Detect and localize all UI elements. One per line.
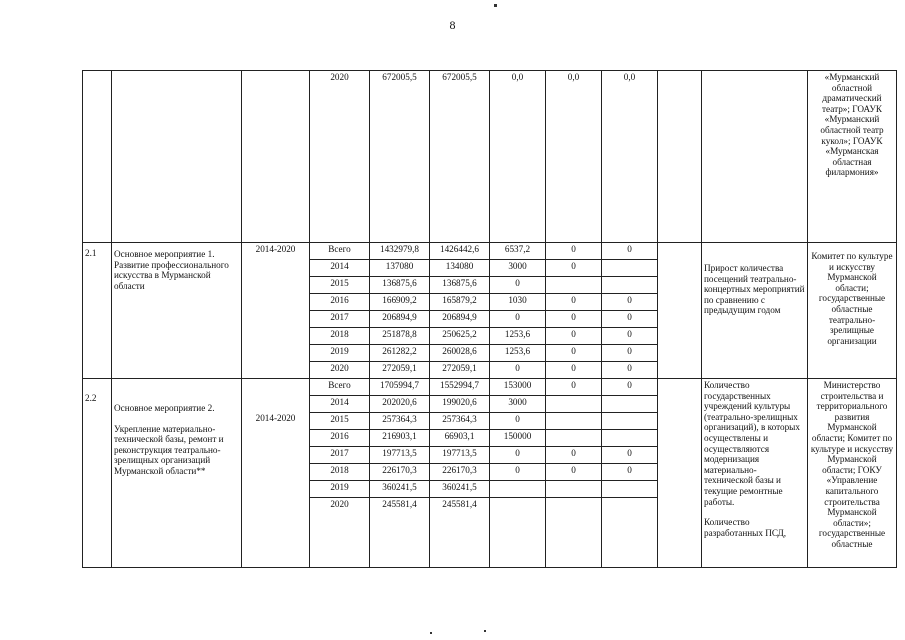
cell-value: 1253,6 bbox=[490, 328, 546, 345]
cell-value bbox=[602, 413, 658, 430]
cell-value: 0 bbox=[546, 243, 602, 260]
cell-value: 0 bbox=[546, 328, 602, 345]
cell-value: 1552994,7 bbox=[430, 379, 490, 396]
item-indicator bbox=[702, 379, 808, 568]
item-period: 2014-2020 bbox=[242, 243, 310, 379]
cell-value: 0 bbox=[546, 311, 602, 328]
cell-value: 165879,2 bbox=[430, 294, 490, 311]
cell-value: 0 bbox=[546, 464, 602, 481]
cell-value: 1253,6 bbox=[490, 345, 546, 362]
program-table bbox=[82, 70, 897, 568]
table-row bbox=[83, 71, 897, 243]
cell-value bbox=[602, 481, 658, 498]
cell-value: 150000 bbox=[490, 430, 546, 447]
cell-value: 0,0 bbox=[546, 71, 602, 243]
item-name: Основное мероприятие 1. Развитие профессионального искусства в Мурманской области bbox=[112, 243, 242, 379]
cell-year: 2020 bbox=[310, 498, 370, 568]
cell-year: 2015 bbox=[310, 413, 370, 430]
cell-value bbox=[490, 481, 546, 498]
cell-value: 260028,6 bbox=[430, 345, 490, 362]
cell-value: 0 bbox=[602, 345, 658, 362]
scan-speck bbox=[494, 4, 497, 7]
cell-value: 199020,6 bbox=[430, 396, 490, 413]
cell-value bbox=[602, 277, 658, 294]
cell-year: 2019 bbox=[310, 481, 370, 498]
cell-value bbox=[546, 430, 602, 447]
cell-value: 0 bbox=[546, 379, 602, 396]
cell-year: 2020 bbox=[310, 71, 370, 243]
cell-year: 2020 bbox=[310, 362, 370, 379]
cell-name bbox=[112, 71, 242, 243]
cell-value: 1705994,7 bbox=[370, 379, 430, 396]
cell-value: 245581,4 bbox=[430, 498, 490, 568]
cell-value bbox=[546, 498, 602, 568]
cell-year: Всего bbox=[310, 243, 370, 260]
cell-value: 0 bbox=[602, 362, 658, 379]
cell-executor: «Мурманский областной драматический театр»; ГОАУК «Мурманский областной театр кукол»; ГОАУК «Мурманская областная филармония» bbox=[808, 71, 897, 243]
cell-value: 0 bbox=[546, 447, 602, 464]
cell-value: 0 bbox=[602, 464, 658, 481]
cell-value: 245581,4 bbox=[370, 498, 430, 568]
cell-value: 216903,1 bbox=[370, 430, 430, 447]
cell-year: 2014 bbox=[310, 396, 370, 413]
cell-indicator bbox=[702, 71, 808, 243]
cell-value bbox=[546, 413, 602, 430]
cell-value: 0 bbox=[602, 243, 658, 260]
item-name-title: Основное мероприятие 2. bbox=[114, 403, 215, 413]
cell-value: 0,0 bbox=[602, 71, 658, 243]
cell-value: 0 bbox=[602, 379, 658, 396]
table-row bbox=[83, 379, 897, 396]
cell-year: 2019 bbox=[310, 345, 370, 362]
cell-value: 6537,2 bbox=[490, 243, 546, 260]
cell-value: 261282,2 bbox=[370, 345, 430, 362]
cell-value bbox=[602, 498, 658, 568]
cell-value: 0 bbox=[490, 362, 546, 379]
cell-value: 136875,6 bbox=[370, 277, 430, 294]
cell-year: 2017 bbox=[310, 311, 370, 328]
scan-speck bbox=[430, 632, 432, 634]
cell-value: 0 bbox=[546, 294, 602, 311]
cell-value: 251878,8 bbox=[370, 328, 430, 345]
item-name-description: Укрепление материально-технической базы, ремонт и реконструкция театрально-зрелищных организаций Мурманской области** bbox=[114, 423, 224, 476]
cell-value: 257364,3 bbox=[430, 413, 490, 430]
cell-value: 0 bbox=[602, 328, 658, 345]
item-name bbox=[112, 379, 242, 568]
cell-number bbox=[83, 71, 112, 243]
cell-empty bbox=[658, 71, 702, 243]
cell-year: 2014 bbox=[310, 260, 370, 277]
cell-value: 0 bbox=[490, 447, 546, 464]
cell-value: 137080 bbox=[370, 260, 430, 277]
cell-value: 166909,2 bbox=[370, 294, 430, 311]
cell-value: 257364,3 bbox=[370, 413, 430, 430]
cell-period bbox=[242, 71, 310, 243]
cell-value: 360241,5 bbox=[430, 481, 490, 498]
cell-value: 0 bbox=[490, 277, 546, 294]
item-number: 2.1 bbox=[83, 243, 112, 379]
cell-year: 2015 bbox=[310, 277, 370, 294]
cell-value: 672005,5 bbox=[430, 71, 490, 243]
cell-value: 272059,1 bbox=[370, 362, 430, 379]
cell-year: Всего bbox=[310, 379, 370, 396]
cell-value: 272059,1 bbox=[430, 362, 490, 379]
cell-value: 0 bbox=[546, 362, 602, 379]
cell-value: 226170,3 bbox=[370, 464, 430, 481]
cell-value: 0 bbox=[602, 447, 658, 464]
cell-value: 197713,5 bbox=[370, 447, 430, 464]
cell-value: 153000 bbox=[490, 379, 546, 396]
cell-value: 202020,6 bbox=[370, 396, 430, 413]
cell-value bbox=[546, 481, 602, 498]
cell-value: 206894,9 bbox=[430, 311, 490, 328]
cell-value: 1426442,6 bbox=[430, 243, 490, 260]
cell-year: 2017 bbox=[310, 447, 370, 464]
cell-value bbox=[602, 430, 658, 447]
cell-value: 0 bbox=[490, 464, 546, 481]
cell-value: 0 bbox=[490, 413, 546, 430]
item-executor: Министерство строительства и территориального развития Мурманской области; Комитет по культуре и искусству Мурманской области; ГОКУ «Управление капитального строительства Мурманской области»; государственные областные bbox=[808, 379, 897, 568]
cell-value: 66903,1 bbox=[430, 430, 490, 447]
cell-year: 2016 bbox=[310, 294, 370, 311]
item-period: 2014-2020 bbox=[242, 379, 310, 568]
cell-empty bbox=[658, 379, 702, 568]
cell-value: 0 bbox=[602, 294, 658, 311]
cell-value: 0 bbox=[602, 311, 658, 328]
item-indicator-text: Количество государственных учреждений культуры (театрально-зрелищных организаций), в которых осуществлены и осуществляются модернизация материально-технической базы и текущие ремонтные работы. bbox=[704, 380, 800, 507]
cell-empty bbox=[658, 243, 702, 379]
cell-value bbox=[546, 277, 602, 294]
cell-value: 136875,6 bbox=[430, 277, 490, 294]
item-indicator: Прирост количества посещений театрально-концертных мероприятий по сравнению с предыдущим годом bbox=[702, 243, 808, 379]
cell-value: 226170,3 bbox=[430, 464, 490, 481]
cell-value: 1432979,8 bbox=[370, 243, 430, 260]
cell-value: 360241,5 bbox=[370, 481, 430, 498]
cell-value: 3000 bbox=[490, 396, 546, 413]
cell-value: 250625,2 bbox=[430, 328, 490, 345]
cell-year: 2018 bbox=[310, 464, 370, 481]
item-executor: Комитет по культуре и искусству Мурманской области; государственные областные театрально-зрелищные организации bbox=[808, 243, 897, 379]
scan-speck bbox=[484, 630, 486, 632]
cell-value bbox=[602, 260, 658, 277]
cell-value: 0 bbox=[546, 345, 602, 362]
page-number: 8 bbox=[449, 18, 456, 32]
cell-value: 197713,5 bbox=[430, 447, 490, 464]
cell-value: 1030 bbox=[490, 294, 546, 311]
cell-value: 134080 bbox=[430, 260, 490, 277]
cell-value: 0 bbox=[546, 260, 602, 277]
cell-value bbox=[546, 396, 602, 413]
cell-value: 206894,9 bbox=[370, 311, 430, 328]
cell-value: 3000 bbox=[490, 260, 546, 277]
cell-value: 672005,5 bbox=[370, 71, 430, 243]
cell-value bbox=[602, 396, 658, 413]
table-row bbox=[83, 243, 897, 260]
item-indicator-text: Количество разработанных ПСД, bbox=[704, 517, 787, 538]
cell-year: 2018 bbox=[310, 328, 370, 345]
cell-year: 2016 bbox=[310, 430, 370, 447]
cell-value: 0,0 bbox=[490, 71, 546, 243]
item-number bbox=[83, 379, 112, 568]
item-number-text: 2.2 bbox=[85, 393, 97, 403]
cell-value: 0 bbox=[490, 311, 546, 328]
cell-value bbox=[490, 498, 546, 568]
